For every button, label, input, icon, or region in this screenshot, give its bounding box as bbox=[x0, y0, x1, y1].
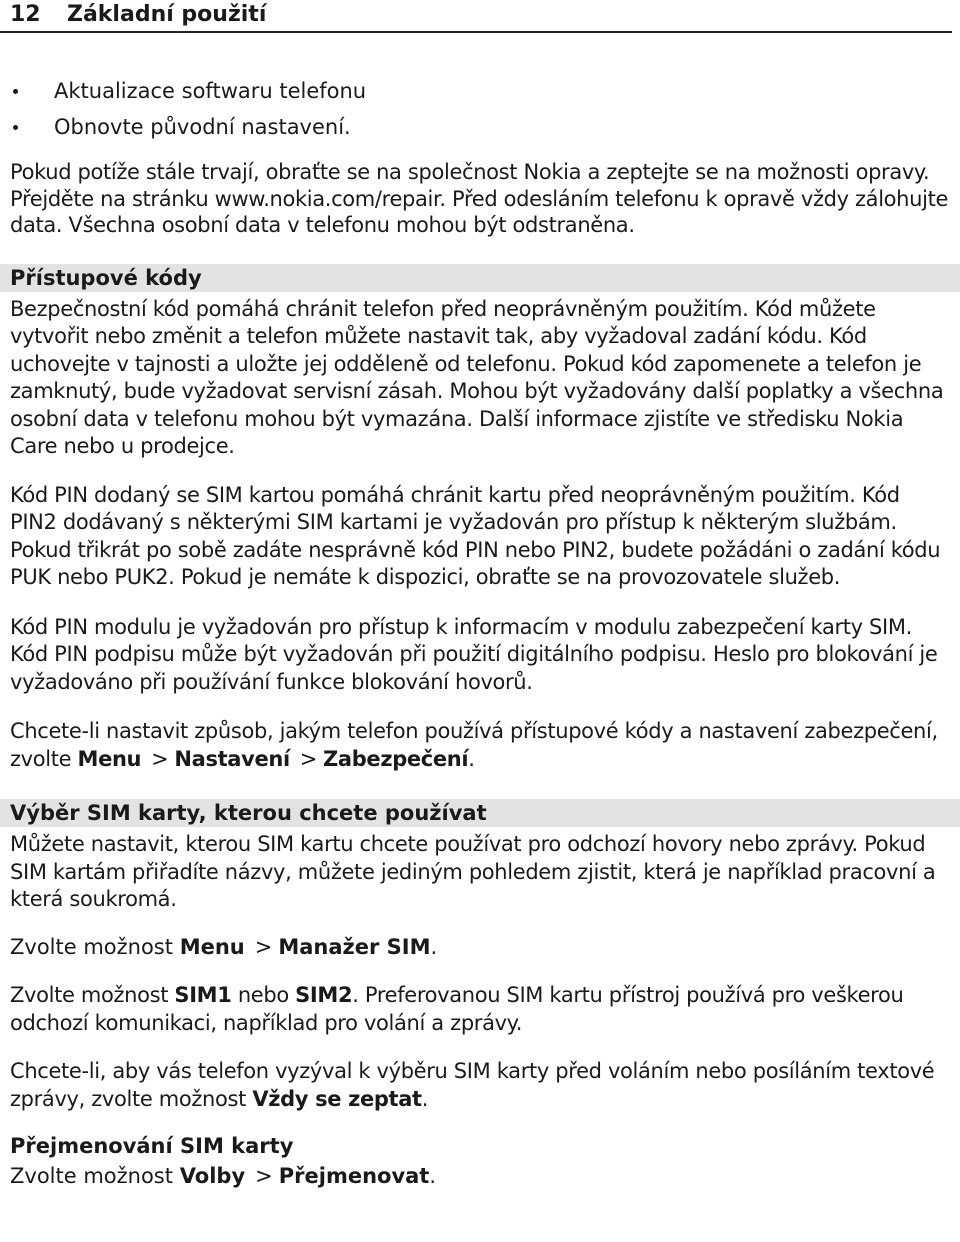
option-sim2: SIM2 bbox=[295, 983, 353, 1007]
menu-path: Menu > Manažer SIM. bbox=[179, 934, 438, 959]
menu-item-rename: Přejmenovat bbox=[278, 1164, 430, 1188]
bullet-item: Obnovte původní nastavení. bbox=[10, 112, 950, 148]
menu-item-settings: Nastavení bbox=[174, 746, 290, 771]
intro-paragraph: Pokud potíže stále trvají, obraťte se na společnost Nokia a zeptejte se na možnosti opravy. Přejděte na stránku www.nokia.com/repair. Před odesláním telefonu k opravě vždy zálohujte data. Všechna osobní data v telefonu mohou být odstraněna. bbox=[10, 160, 949, 237]
page-title: Základní použití bbox=[67, 2, 267, 27]
bullet-item: Aktualizace softwaru telefonu bbox=[10, 76, 950, 112]
section-heading-sim-select: Výběr SIM karty, kterou chcete používat bbox=[0, 799, 960, 827]
security-settings-paragraph: Chcete-li nastavit způsob, jakým telefon používá přístupové kódy a nastavení zabezpečení, zvolte Menu > Nastavení > Zabezpečení. bbox=[10, 719, 938, 771]
rename-paragraph: Zvolte možnost Volby > Přejmenovat. bbox=[10, 1164, 437, 1188]
menu-item-menu: Menu bbox=[77, 746, 142, 771]
always-ask-paragraph: Chcete-li, aby vás telefon vyzýval k výběru SIM karty před voláním nebo posíláním textové zprávy, zvolte možnost Vždy se zeptat. bbox=[10, 1059, 935, 1111]
pin-module-paragraph: Kód PIN modulu je vyžadován pro přístup k informacím v modulu zabezpečení karty SIM. Kód PIN podpisu může být vyžadován při použití digitálního podpisu. Heslo pro blokování je vyžadováno při používání funkce blokování hovorů. bbox=[10, 614, 938, 694]
menu-path: Volby > Přejmenovat. bbox=[179, 1164, 437, 1188]
menu-item-menu: Menu bbox=[179, 934, 245, 959]
menu-item-sim-manager: Manažer SIM bbox=[278, 934, 431, 959]
menu-item-options: Volby bbox=[179, 1164, 246, 1188]
sim-select-paragraph: Můžete nastavit, kterou SIM kartu chcete používat pro odchozí hovory nebo zprávy. Pokud SIM kartám přiřadíte názvy, můžete jediným pohledem zjistit, která je například pracovní a která soukromá. bbox=[10, 832, 936, 911]
menu-item-security: Zabezpečení bbox=[323, 746, 469, 771]
option-sim1: SIM1 bbox=[174, 983, 232, 1007]
option-always-ask: Vždy se zeptat bbox=[252, 1086, 422, 1111]
sim-manager-paragraph: Zvolte možnost Menu > Manažer SIM. bbox=[10, 934, 438, 959]
page-number: 12 bbox=[10, 2, 41, 27]
page-header bbox=[0, 0, 952, 33]
pin-paragraph: Kód PIN dodaný se SIM kartou pomáhá chránit kartu před neoprávněným použitím. Kód PIN2 dodávaný s některými SIM kartami je vyžadován pro přístup k některým službám. Pokud třikrát po sobě zadáte nesprávně kód PIN nebo PIN2, budete požádáni o zadání kódu PUK nebo PUK2. Pokud je nemáte k dispozici, obraťte se na provozovatele služeb. bbox=[10, 482, 941, 589]
menu-path: Menu > Nastavení > Zabezpečení. bbox=[77, 746, 475, 771]
bullet-list bbox=[10, 76, 950, 148]
section-heading-access-codes: Přístupové kódy bbox=[0, 264, 960, 292]
sub-heading-rename-sim: Přejmenování SIM karty bbox=[10, 1134, 294, 1158]
sim-choice-paragraph: Zvolte možnost SIM1 nebo SIM2. Preferovanou SIM kartu přístroj používá pro veškerou odchozí komunikaci, například pro volání a zprávy. bbox=[10, 983, 904, 1035]
access-codes-paragraph: Bezpečnostní kód pomáhá chránit telefon před neoprávněným použitím. Kód můžete vytvořit nebo změnit a telefon můžete nastavit tak, aby vyžadoval zadání kódu. Kód uchovejte v tajnosti a uložte jej odděleně od telefonu. Pokud kód zapomenete a telefon je zamknutý, bude vyžadovat servisní zásah. Mohou být vyžadovány další poplatky a všechna osobní data v telefonu mohou být vymazána. Další informace zjistíte ve středisku Nokia Care nebo u prodejce. bbox=[10, 296, 944, 458]
